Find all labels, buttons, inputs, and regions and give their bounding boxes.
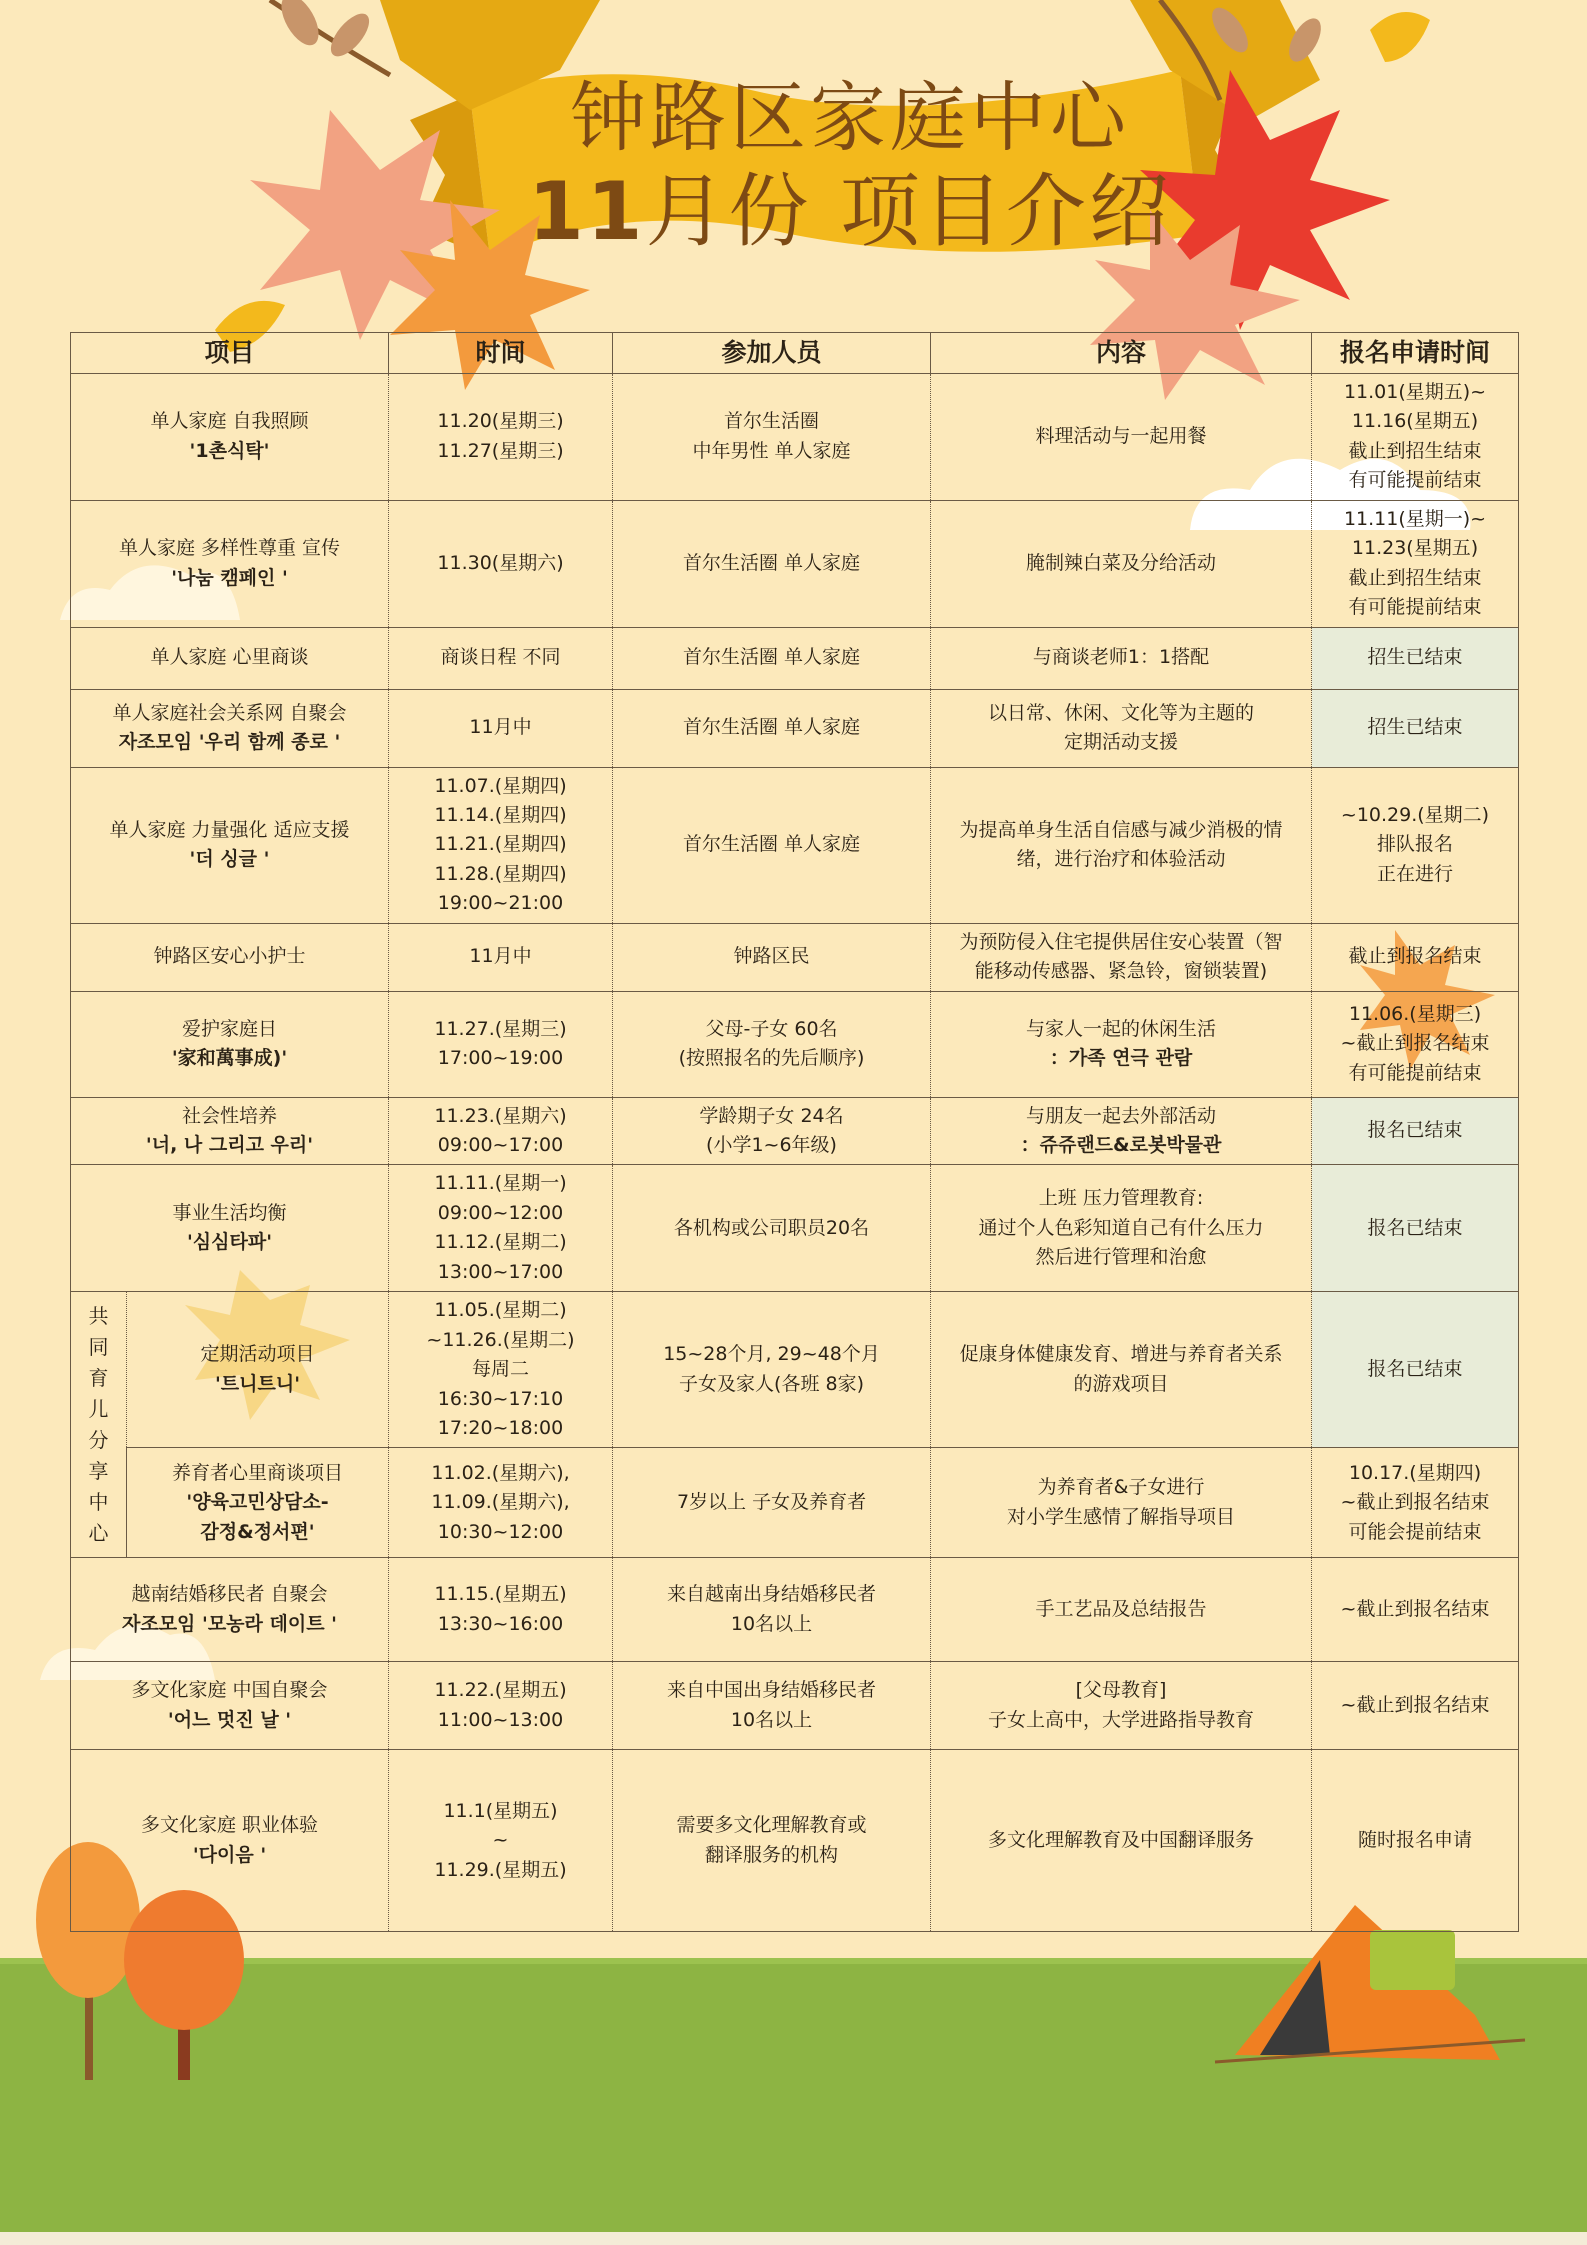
table-row: [71, 1558, 1519, 1662]
cell-line: 与朋友一起去外部活动: [1026, 1104, 1217, 1127]
table-row: [71, 627, 1519, 689]
group-label-char: 育: [88, 1365, 109, 1390]
cell-line: '家和萬事成)': [171, 1047, 288, 1070]
cell-line: 11.27(星期三): [437, 439, 564, 462]
cell-participants: [613, 1558, 931, 1662]
table-row: [71, 991, 1519, 1097]
cell-line: 11.23(星期五): [1351, 537, 1479, 560]
cell-line: ：가족 연극 관람: [1049, 1047, 1193, 1070]
cell-line: 单人家庭 力量强化 适应支援: [109, 818, 350, 841]
cell-program: [71, 689, 389, 767]
cell-line: 单人家庭 自我照顾: [150, 410, 309, 433]
cell-content: [931, 923, 1312, 991]
cell-line: 15~28个月, 29~48个月: [663, 1343, 880, 1366]
group-label-char: 中: [88, 1489, 109, 1514]
cell-time: [389, 991, 613, 1097]
table-row: [71, 500, 1519, 627]
cell-line: 자조모임 '모농라 데이트 ': [121, 1612, 338, 1635]
cell-line: 11.02.(星期六),: [431, 1461, 570, 1484]
group-label-char: 同: [88, 1334, 109, 1359]
cell-line: '나눔 캠페인 ': [171, 566, 288, 589]
cell-line: 有可能提前结束: [1348, 596, 1482, 619]
cell-line: 多文化家庭 中国自聚会: [131, 1679, 328, 1702]
cell-program: [71, 1662, 389, 1750]
cell-line: 11.15.(星期五): [434, 1583, 567, 1606]
cell-line: 截止到招生结束: [1348, 566, 1482, 589]
cell-line: 子女上高中，大学进路指导教育: [988, 1708, 1255, 1731]
cell-program: [71, 500, 389, 627]
group-label-char: 享: [88, 1458, 109, 1483]
cell-line: '너, 나 그리고 우리': [145, 1134, 314, 1156]
cell-content: [931, 689, 1312, 767]
cell-apply: [1312, 767, 1519, 923]
group-label-char: 儿: [88, 1396, 109, 1421]
cell-line: 商谈日程 不同: [440, 646, 561, 669]
cell-time: [389, 1165, 613, 1292]
cell-line: 11.11(星期一)~: [1343, 507, 1487, 530]
cell-line: '1촌식탁': [189, 439, 270, 462]
cell-apply: [1312, 991, 1519, 1097]
cell-program: [71, 923, 389, 991]
page-title: [470, 72, 1230, 260]
cell-program: [71, 1165, 389, 1292]
cell-time: [389, 1750, 613, 1932]
cell-line: 对小学生感情了解指导项目: [1007, 1505, 1236, 1528]
cell-line: 16:30~17:10: [437, 1387, 564, 1410]
cell-program: [71, 374, 389, 501]
cell-program: [71, 1097, 389, 1165]
cell-line: 报名已结束: [1367, 1119, 1463, 1142]
cell-line: 可能会提前结束: [1348, 1520, 1482, 1543]
group-label-char: 分: [88, 1427, 109, 1452]
cell-line: 绪，进行治疗和体验活动: [1016, 848, 1226, 871]
cell-line: 首尔生活圈: [724, 410, 820, 433]
cell-participants: [613, 923, 931, 991]
table-row: [71, 1662, 1519, 1750]
cell-apply-closed: [1312, 627, 1519, 689]
cell-line: 然后进行管理和治愈: [1035, 1246, 1207, 1269]
cell-line: 首尔生活圈 单人家庭: [682, 551, 861, 574]
cell-line: '양육고민상담소-: [186, 1491, 329, 1514]
cell-line: (小学1~6年级): [706, 1134, 837, 1156]
cell-participants: [613, 1292, 931, 1448]
cell-line: 通过个人色彩知道自己有什么压力: [978, 1216, 1264, 1239]
cell-line: 腌制辣白菜及分给活动: [1026, 551, 1217, 574]
cell-participants: [613, 1662, 931, 1750]
cell-line: ~截止到报名结束: [1340, 1694, 1490, 1717]
cell-participants: [613, 500, 931, 627]
cell-participants: [613, 1750, 931, 1932]
cell-line: 单人家庭 多样性尊重 宣传: [118, 537, 341, 560]
cell-content: [931, 1750, 1312, 1932]
cell-content: [931, 1662, 1312, 1750]
cell-time: [389, 1448, 613, 1558]
title-line-2: [470, 164, 1230, 260]
cell-line: 감정&정서편': [200, 1520, 315, 1543]
cell-line: '더 싱글 ': [189, 848, 270, 871]
cell-line: 10.17.(星期四): [1348, 1461, 1482, 1484]
cell-apply: [1312, 374, 1519, 501]
cell-line: 11.06.(星期三): [1348, 1002, 1482, 1025]
cell-apply-closed: [1312, 689, 1519, 767]
cell-line: 7岁以上 子女及养育者: [676, 1491, 867, 1514]
cell-participants: [613, 1448, 931, 1558]
cell-line: 首尔生活圈 单人家庭: [682, 833, 861, 856]
cell-line: 截止到报名结束: [1348, 945, 1482, 968]
cell-line: 11.29.(星期五): [434, 1858, 567, 1881]
cell-line: 需要多文化理解教育或: [676, 1814, 867, 1837]
cell-line: 随时报名申请: [1358, 1829, 1473, 1852]
cell-content: [931, 627, 1312, 689]
table-row: [71, 1165, 1519, 1292]
ginkgo-leaf-right: [1370, 12, 1430, 62]
cell-line: 促康身体健康发育、增进与养育者关系: [959, 1343, 1283, 1366]
header-program: 项目: [71, 333, 389, 374]
cell-line: 多文化理解教育及中国翻译服务: [988, 1829, 1255, 1852]
cell-line: 定期活动支援: [1064, 731, 1179, 753]
cell-line: 10名以上: [730, 1612, 813, 1635]
cell-line: ~10.29.(星期二): [1340, 803, 1490, 826]
cell-line: 报名已结束: [1367, 1358, 1463, 1381]
cell-line: 钟路区安心小护士: [153, 945, 306, 968]
cell-program: [71, 991, 389, 1097]
cell-line: 各机构或公司职员20名: [673, 1216, 870, 1239]
cell-line: 11:00~13:00: [437, 1708, 564, 1731]
table-row: [71, 1448, 1519, 1558]
cell-program: [127, 1448, 389, 1558]
cell-line: 17:00~19:00: [437, 1047, 564, 1070]
cell-apply-closed: [1312, 1165, 1519, 1292]
cell-line: ：쥬쥬랜드&로봇박물관: [1020, 1134, 1222, 1156]
cell-line: 翻译服务的机构: [705, 1843, 839, 1866]
cell-participants: [613, 627, 931, 689]
cell-participants: [613, 374, 931, 501]
cell-line: ~截止到报名结束: [1340, 1491, 1490, 1514]
table-body: [71, 374, 1519, 1932]
cell-apply-closed: [1312, 1292, 1519, 1448]
cell-line: 来自中国出身结婚移民者: [667, 1679, 877, 1702]
cell-line: 자조모임 '우리 함께 종로 ': [118, 731, 341, 753]
cell-program: [127, 1292, 389, 1448]
cell-time: [389, 767, 613, 923]
title-month-number: 11: [528, 165, 646, 258]
cell-program: [71, 1750, 389, 1932]
cell-line: 11.07.(星期四): [434, 774, 567, 797]
cell-content: [931, 500, 1312, 627]
cell-line: 11.12.(星期二): [434, 1231, 567, 1254]
table-row: [71, 1292, 1519, 1448]
cell-time: [389, 500, 613, 627]
cell-program: [71, 1558, 389, 1662]
cell-program: [71, 767, 389, 923]
cell-line: 能移动传感器、紧急铃，窗锁装置): [974, 960, 1268, 983]
cell-content: [931, 1448, 1312, 1558]
table-row: [71, 923, 1519, 991]
cell-line: 父母-子女 60名: [705, 1017, 838, 1040]
cell-line: 单人家庭 心里商谈: [150, 646, 309, 669]
group-label-char: 心: [88, 1520, 109, 1545]
cell-content: [931, 767, 1312, 923]
cell-line: 与商谈老师1：1搭配: [1032, 646, 1210, 669]
cell-apply: [1312, 500, 1519, 627]
grass-bottom-strip: [0, 2232, 1587, 2245]
cell-content: [931, 991, 1312, 1097]
cell-line: ~截止到报名结束: [1340, 1598, 1490, 1621]
cell-line: 11.1(星期五): [443, 1799, 558, 1822]
cell-content: [931, 1165, 1312, 1292]
cell-content: [931, 1292, 1312, 1448]
cell-participants: [613, 1165, 931, 1292]
cell-line: 越南结婚移民者 自聚会: [131, 1583, 328, 1606]
cell-line: 09:00~17:00: [437, 1134, 564, 1156]
cell-line: 11.21.(星期四): [434, 833, 567, 856]
cell-line: ~11.26.(星期二): [426, 1328, 575, 1351]
cell-line: 料理活动与一起用餐: [1035, 425, 1207, 448]
cell-apply: [1312, 1448, 1519, 1558]
program-schedule-table: [70, 332, 1519, 1932]
cell-time: [389, 374, 613, 501]
cell-line: 11.22.(星期五): [434, 1679, 567, 1702]
cell-line: 10名以上: [730, 1708, 813, 1731]
cell-line: 11月中: [469, 945, 532, 968]
cell-line: 11.05.(星期二): [434, 1299, 567, 1322]
cell-line: 中年男性 单人家庭: [692, 439, 851, 462]
cell-content: [931, 374, 1312, 501]
cell-line: 09:00~12:00: [437, 1201, 564, 1224]
table-row: [71, 689, 1519, 767]
cell-line: 与家人一起的休闲生活: [1026, 1017, 1217, 1040]
cell-content: [931, 1097, 1312, 1165]
cell-line: 多文化家庭 职业体验: [140, 1814, 319, 1837]
cell-line: ~: [492, 1829, 509, 1852]
cell-line: 11.14.(星期四): [434, 803, 567, 826]
cell-line: 首尔生活圈 单人家庭: [682, 716, 861, 739]
cell-line: 有可能提前结束: [1348, 1061, 1482, 1084]
table-row: [71, 1097, 1519, 1165]
cell-line: 11月中: [469, 716, 532, 739]
header-participants: 参加人员: [613, 333, 931, 374]
cell-line: 正在进行: [1377, 862, 1454, 885]
cell-line: '다이음 ': [192, 1843, 267, 1866]
cell-line: 11.27.(星期三): [434, 1017, 567, 1040]
cell-line: 招生已结束: [1367, 716, 1463, 739]
cell-line: (按照报名的先后顺序): [678, 1047, 865, 1070]
small-leaf-1: [274, 0, 326, 51]
table-row: [71, 374, 1519, 501]
cell-line: 11.20(星期三): [437, 410, 564, 433]
cell-line: 养育者心里商谈项目: [172, 1461, 344, 1484]
cell-apply: [1312, 923, 1519, 991]
cell-line: 以日常、休闲、文化等为主题的: [988, 701, 1255, 724]
cell-apply: [1312, 1750, 1519, 1932]
cell-time: [389, 1292, 613, 1448]
cell-time: [389, 689, 613, 767]
cell-apply: [1312, 1558, 1519, 1662]
cell-line: 10:30~12:00: [437, 1520, 564, 1543]
cell-line: 首尔生活圈 单人家庭: [682, 646, 861, 669]
cell-line: 排队报名: [1377, 833, 1454, 856]
cell-line: 11.09.(星期六),: [431, 1491, 570, 1514]
cell-line: 事业生活均衡: [172, 1201, 287, 1224]
cell-program: [71, 627, 389, 689]
cell-content: [931, 1558, 1312, 1662]
cell-line: 爱护家庭日: [182, 1017, 278, 1040]
cell-time: [389, 923, 613, 991]
cell-line: 13:30~16:00: [437, 1612, 564, 1635]
group-label-char: 共: [88, 1303, 109, 1328]
cell-line: 11.23.(星期六): [434, 1104, 567, 1127]
cell-line: [父母教育]: [1075, 1679, 1167, 1702]
cell-line: 为提高单身生活自信感与减少消极的情: [959, 818, 1283, 841]
cell-line: 报名已结束: [1367, 1216, 1463, 1239]
cell-time: [389, 1097, 613, 1165]
cell-line: '어느 멋진 날 ': [167, 1708, 292, 1731]
cell-line: 手工艺品及总结报告: [1035, 1598, 1207, 1621]
cell-line: '심심타파': [186, 1231, 273, 1254]
cell-participants: [613, 767, 931, 923]
cell-line: 来自越南出身结婚移民者: [667, 1583, 877, 1606]
cell-time: [389, 1662, 613, 1750]
cell-line: 定期活动项目: [200, 1343, 315, 1366]
tent-flag: [1370, 1930, 1455, 1990]
cell-line: 社会性培养: [182, 1104, 278, 1127]
cell-line: 11.30(星期六): [437, 551, 564, 574]
cell-line: 17:20~18:00: [437, 1416, 564, 1439]
small-leaf-2: [324, 7, 376, 62]
cell-line: 有可能提前结束: [1348, 469, 1482, 492]
cell-line: 11.16(星期五): [1351, 410, 1479, 433]
header-content: 内容: [931, 333, 1312, 374]
cell-line: 13:00~17:00: [437, 1260, 564, 1283]
cell-line: ~截止到报名结束: [1340, 1032, 1490, 1055]
group-label-cell: [71, 1292, 127, 1558]
cell-line: 上班 压力管理教育:: [1038, 1187, 1204, 1210]
cell-line: 为养育者&子女进行: [1037, 1476, 1205, 1499]
cell-line: 学龄期子女 24名: [699, 1104, 844, 1127]
cell-line: 11.01(星期五)~: [1343, 381, 1487, 403]
cell-apply: [1312, 1662, 1519, 1750]
cell-line: 为预防侵入住宅提供居住安心装置（智: [959, 930, 1283, 953]
cell-time: [389, 627, 613, 689]
cell-line: '트니트니': [214, 1372, 301, 1395]
cell-apply-closed: [1312, 1097, 1519, 1165]
cell-line: 的游戏项目: [1073, 1372, 1169, 1395]
cell-line: 11.28.(星期四): [434, 862, 567, 885]
table-header-row: [71, 333, 1519, 374]
table-row: [71, 767, 1519, 923]
cell-line: 19:00~21:00: [437, 892, 564, 915]
cell-line: 招生已结束: [1367, 646, 1463, 669]
header-time: 时间: [389, 333, 613, 374]
table-row: [71, 1750, 1519, 1932]
title-line-1: 钟路区家庭中心: [570, 73, 1130, 162]
header-apply-time: 报名申请时间: [1312, 333, 1519, 374]
cell-participants: [613, 1097, 931, 1165]
cell-participants: [613, 991, 931, 1097]
cell-participants: [613, 689, 931, 767]
cell-line: 截止到招生结束: [1348, 439, 1482, 462]
cell-line: 子女及家人(各班 8家): [679, 1372, 864, 1395]
cell-time: [389, 1558, 613, 1662]
cell-line: 单人家庭社会关系网 自聚会: [112, 701, 347, 724]
title-subtitle: 月份 项目介绍: [645, 165, 1172, 258]
cell-line: 每周二: [472, 1358, 530, 1381]
cell-line: 11.11.(星期一): [434, 1172, 567, 1195]
cell-line: 钟路区民: [733, 945, 810, 968]
